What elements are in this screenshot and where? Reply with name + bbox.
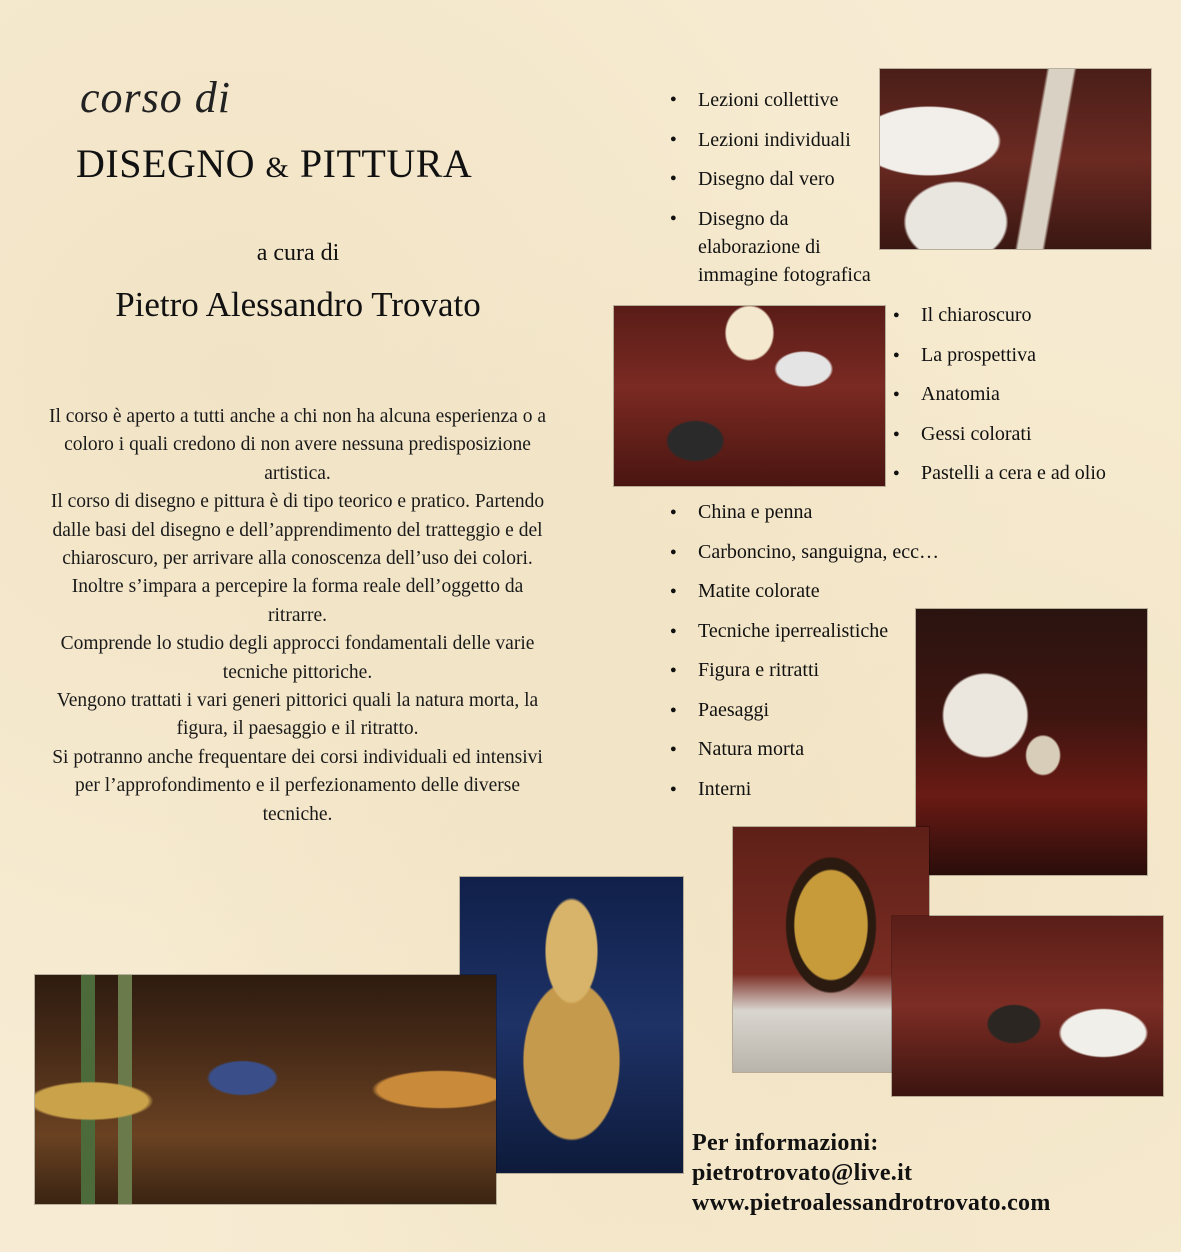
bullet-list-media — [670, 499, 940, 815]
list-item: ● Paesaggi — [670, 697, 930, 723]
a-cura-di-label: a cura di — [256, 240, 340, 266]
photo-still-life-jars — [35, 975, 496, 1204]
list-item: ● Pastelli a cera e ad olio — [893, 460, 1173, 486]
list-item: ● Il chiaroscuro — [893, 302, 1173, 328]
list-item: ● Lezioni individuali — [670, 126, 890, 154]
list-item: ● China e penna — [670, 499, 930, 525]
contact-website[interactable]: www.pietroalessandrotrovato.com — [692, 1190, 1051, 1216]
course-description — [40, 403, 555, 829]
list-item: ● Disegno dal vero — [670, 165, 890, 193]
page-title — [76, 140, 472, 187]
list-item: ● Interni — [670, 776, 930, 802]
title-disegno: DISEGNO — [76, 141, 256, 186]
contact-heading: Per informazioni: — [692, 1130, 879, 1156]
list-item: ● Carboncino, sanguigna, ecc… — [670, 539, 930, 565]
photo-drawing-lesson — [880, 69, 1151, 249]
list-item: ● La prospettiva — [893, 342, 1173, 368]
description-paragraph: Il corso di disegno e pittura è di tipo teorico e pratico. Partendo dalle basi del disegno e dell’apprendimento del tratteggio e del chiaroscuro, per arrivare alla conoscenza dell’uso dei colori. — [50, 491, 545, 570]
photo-painting-room — [614, 306, 885, 486]
photo-bust-on-piano — [916, 609, 1147, 875]
photo-students-easels — [892, 916, 1163, 1096]
list-item: ● Natura morta — [670, 736, 930, 762]
list-item: ● Lezioni collettive — [670, 86, 890, 114]
title-ampersand: & — [265, 151, 290, 184]
description-paragraph: Inoltre s’impara a percepire la forma reale dell’oggetto da ritrarre. — [71, 576, 524, 626]
list-item: ● Disegno da elaborazione di immagine fotografica — [670, 205, 890, 289]
list-item: ● Tecniche iperrealistiche — [670, 618, 930, 644]
description-paragraph: Il corso è aperto a tutti anche a chi non ha alcuna esperienza o a coloro i quali credono di non avere nessuna predisposizione artistica. — [48, 406, 546, 484]
description-paragraph: Si potranno anche frequentare dei corsi individuali ed intensivi per l’approfondimento e il perfezionamento delle diverse tecniche. — [52, 746, 543, 825]
corso-di-heading: corso di — [80, 73, 231, 122]
list-item: ● Gessi colorati — [893, 421, 1173, 447]
description-paragraph: Comprende lo studio degli approcci fondamentali delle varie tecniche pittoriche. — [60, 633, 535, 683]
contact-email[interactable]: pietrotrovato@live.it — [692, 1160, 913, 1186]
list-item: ● Anatomia — [893, 381, 1173, 407]
list-item: ● Matite colorate — [670, 578, 930, 604]
description-paragraph: Vengono trattati i vari generi pittorici quali la natura morta, la figura, il paesaggio e il ritratto. — [56, 690, 539, 740]
bullet-list-techniques — [893, 302, 1173, 500]
contact-info — [692, 1128, 1051, 1218]
title-pittura: PITTURA — [299, 141, 473, 186]
bullet-list-lessons — [670, 86, 890, 300]
list-item: ● Figura e ritratti — [670, 657, 930, 683]
author-name: Pietro Alessandro Trovato — [115, 285, 481, 324]
